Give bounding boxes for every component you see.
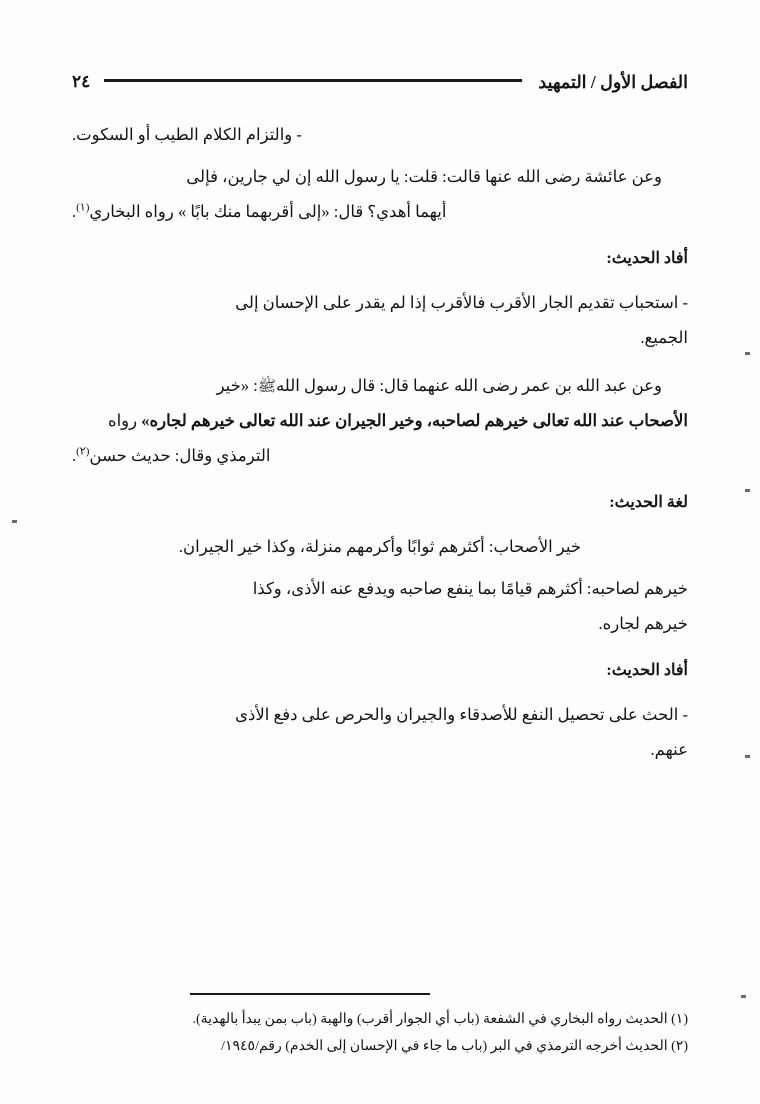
chapter-title: الفصل الأول / التمهيد — [538, 71, 688, 92]
sallallahu-icon: ﷺ — [257, 377, 276, 395]
gloss-khayruhum-b: خيرهم لجاره. — [598, 614, 688, 633]
hadith-ibn-umar-text-a: وعن عبد الله بن عمر رضى الله عنهما قال: قال رسول الله — [275, 376, 662, 395]
heading-lughat-hadith: لغة الحديث: — [609, 494, 688, 511]
heading-afad-hadith-1: أفاد الحديث: — [606, 250, 688, 267]
hadith-ibn-umar-grading: الترمذي وقال: حديث حسن — [89, 446, 271, 465]
benefit-2-line1 — [72, 698, 688, 731]
benefit-1-text-b: الجميع. — [640, 328, 688, 347]
period: . — [72, 446, 77, 465]
paragraph-spacer — [72, 356, 688, 369]
hadith-aisha-text-a: وعن عائشة رضى الله عنها قالت: قلت: يا رسول الله إن لي جارين، فإلى — [186, 167, 662, 186]
body-line-closing-rule: - والتزام الكلام الطيب أو السكوت. — [72, 125, 302, 144]
footnote-1: (١) الحديث رواه البخاري في الشفعة (باب أي الجوار أقرب) والهبة (باب بمن يبدأ بالهدية). — [192, 1012, 688, 1027]
gloss-khayr-ashab: خير الأصحاب: أكثرهم ثوابًا وأكرمهم منزلة، وكذا خير الجيران. — [178, 537, 582, 556]
page-header — [72, 66, 688, 98]
paragraph-spacer — [72, 230, 688, 237]
hadith-ibn-umar-line1 — [72, 369, 688, 402]
benefit-1-line2 — [72, 321, 688, 354]
hadith-ibn-umar-open-quote: : «خير — [216, 376, 258, 395]
hadith-aisha-text-b: أيهما أهدي؟ قال: «إلى أقربهما منك بابًا » رواه البخاري — [89, 202, 447, 221]
scan-artifact-tick — [741, 995, 746, 998]
paragraph-spacer — [72, 523, 688, 530]
footnote-marker-1[interactable]: (١) — [76, 201, 90, 214]
footnote-marker-2[interactable]: (٢) — [76, 445, 90, 458]
paragraph-spacer — [72, 153, 688, 160]
page-number: ٢٤ — [72, 72, 91, 91]
hadith-ibn-umar-line3 — [72, 439, 688, 472]
gloss-line-2b — [72, 607, 688, 640]
page-body — [72, 118, 688, 768]
hadith-ibn-umar-line2 — [72, 404, 688, 437]
heading-afad-hadith-2: أفاد الحديث: — [606, 662, 688, 679]
hadith-aisha-line2 — [72, 195, 688, 228]
paragraph-spacer — [72, 474, 688, 481]
benefit-2-line2 — [72, 733, 688, 766]
paragraph-spacer — [72, 691, 688, 698]
hadith-ibn-umar-matn: الأصحاب عند الله تعالى خيرهم لصاحبه، وخير الجيران عند الله تعالى خيرهم لجاره» — [141, 411, 688, 430]
period: . — [72, 202, 77, 221]
benefit-1-line1 — [72, 286, 688, 319]
benefit-2-text-b: عنهم. — [650, 740, 688, 759]
paragraph-spacer — [72, 642, 688, 649]
gloss-line-2a — [72, 572, 688, 605]
footnote-divider — [190, 993, 430, 995]
header-divider — [104, 79, 522, 82]
benefit-1-text-a: - استحباب تقديم الجار الأقرب فالأقرب إذا لم يقدر على الإحسان إلى — [235, 293, 688, 312]
gloss-khayruhum-a: خيرهم لصاحبه: أكثرهم قيامًا بما ينفع صاحبه ويدفع عنه الأذى، وكذا — [252, 579, 688, 598]
benefit-2-text-a: - الحث على تحصيل النفع للأصدقاء والجيران والحرص على دفع الأذى — [235, 705, 688, 724]
footnote-2: (٢) الحديث أخرجه الترمذي في البر (باب ما جاء في الإحسان إلى الخدم) رقم/١٩٤٥/ — [221, 1039, 688, 1055]
hadith-aisha-line1 — [72, 160, 688, 193]
scan-artifact-tick — [745, 489, 750, 492]
scan-artifact-tick — [12, 520, 17, 523]
gloss-line-1 — [72, 530, 688, 563]
scan-artifact-tick — [745, 352, 750, 355]
paragraph-spacer — [72, 279, 688, 286]
footnote-area — [72, 1006, 688, 1061]
hadith-ibn-umar-tail: رواه — [107, 411, 142, 430]
scan-artifact-tick — [745, 755, 750, 758]
paragraph-spacer — [72, 565, 688, 572]
